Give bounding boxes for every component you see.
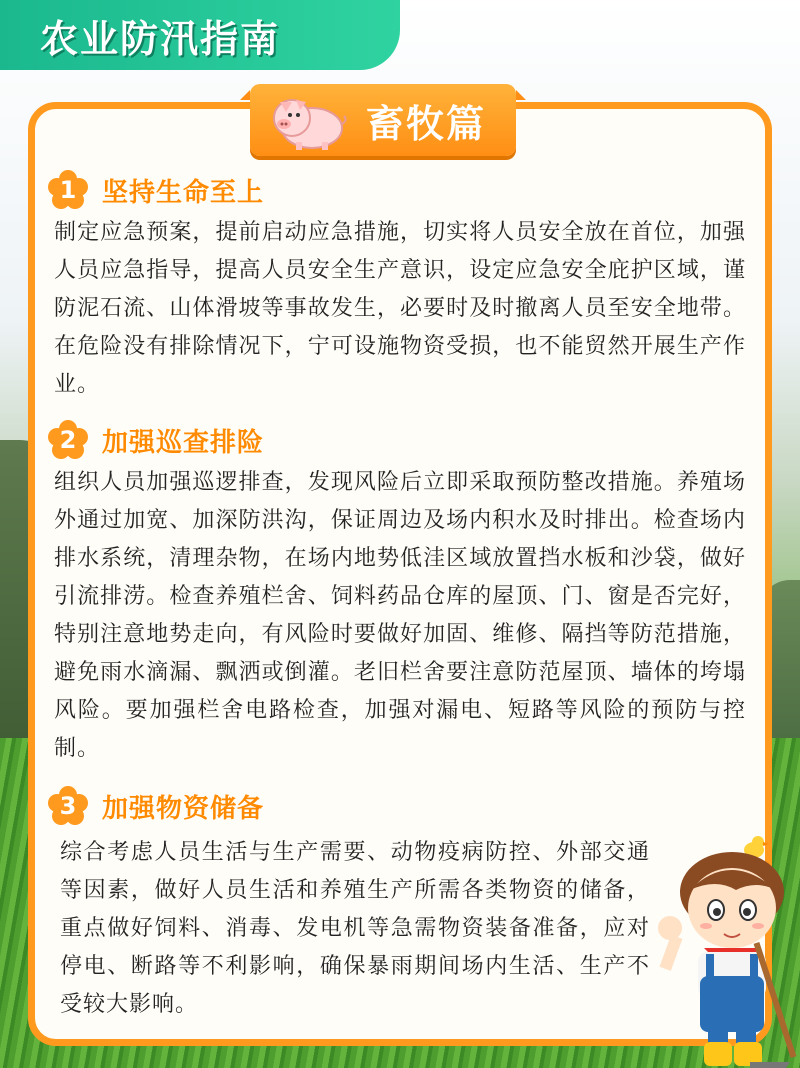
title-bar <box>0 0 400 70</box>
section-2-header <box>48 420 264 460</box>
flower-badge-icon <box>48 786 88 826</box>
section-1-title: 坚持生命至上 <box>102 177 265 208</box>
pig-icon <box>268 88 348 152</box>
section-3-title: 加强物资储备 <box>102 793 265 824</box>
flower-badge-icon <box>48 420 88 460</box>
section-2-number: 2 <box>59 426 77 454</box>
section-2-body: 组织人员加强巡逻排查，发现风险后立即采取预防整改措施。养殖场外通过加宽、加深防洪沟，保证周边及场内积水及时排出。检查场内排水系统，清理杂物，在场内地势低洼区域放置挡水板和沙袋，做好引流排涝。检查养殖栏舍、饲料药品仓库的屋顶、门、窗是否完好，特别注意地势走向，有风险时要做好加固、维修、隔挡等防范措施，避免雨水滴漏、飘洒或倒灌。老旧栏舍要注意防范屋顶、墙体的垮塌风险。要加强栏舍电路检查，加强对漏电、短路等风险的预防与控制。 <box>54 470 746 761</box>
section-1-header <box>48 170 264 210</box>
section-3-body: 综合考虑人员生活与生产需要、动物疫病防控、外部交通等因素，做好人员生活和养殖生产所需各类物资的储备，重点做好饲料、消毒、发电机等急需物资装备准备，应对停电、断路等不利影响，确保暴雨期间场内生活、生产不受较大影响。 <box>60 840 650 1017</box>
banner-label: 畜牧篇 <box>365 101 486 146</box>
section-2-title: 加强巡查排险 <box>102 427 265 458</box>
farmer-kid-illustration <box>654 830 800 1068</box>
section-1-body: 制定应急预案，提前启动应急措施，切实将人员安全放在首位，加强人员应急指导，提高人员安全生产意识，设定应急安全庇护区域，谨防泥石流、山体滑坡等事故发生，必要时及时撤离人员至安全地带。在危险没有排除情况下，宁可设施物资受损，也不能贸然开展生产作业。 <box>54 220 746 397</box>
page-title: 农业防汛指南 <box>40 16 281 61</box>
section-3-header <box>48 786 264 826</box>
section-3-number: 3 <box>59 792 77 820</box>
flower-badge-icon <box>48 170 88 210</box>
section-1-number: 1 <box>59 176 77 204</box>
